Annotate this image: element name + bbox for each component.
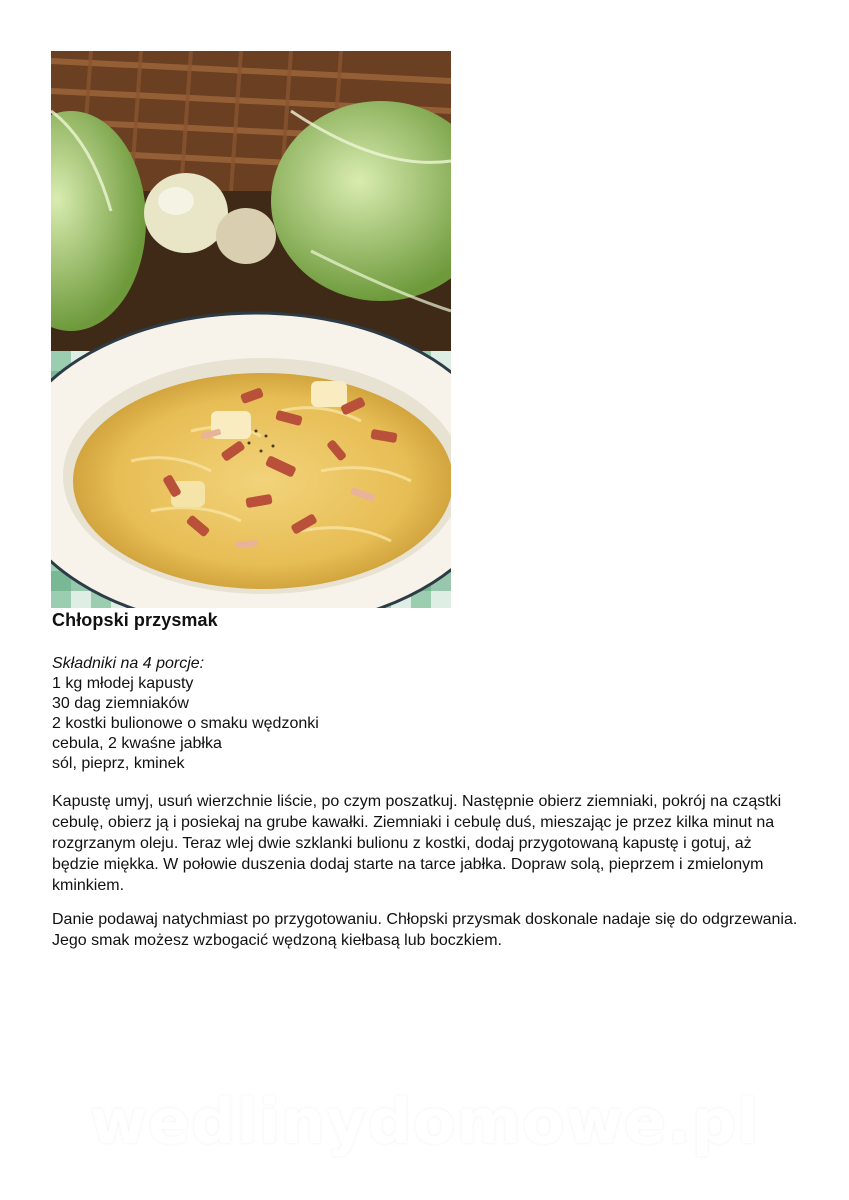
site-watermark: wedlinydomowe.pl [89, 1085, 760, 1158]
ingredient-item: 1 kg młodej kapusty [52, 675, 194, 692]
ingredients-section [52, 654, 319, 774]
soup-bowl-illustration [51, 51, 451, 608]
instructions-paragraph: Kapustę umyj, usuń wierzchnie liście, po czym poszatkuj. Następnie obierz ziemniaki, pokrój na cząstki cebulę, obierz ją i posiekaj na grube kawałki. Ziemniaki i cebulę duś, mieszając je przez kilka minut na rozgrzanym oleju. Teraz wlej dwie szklanki bulionu z kostki, dodaj przygotowaną kapustę i gotuj, aż będzie miękka. W połowie duszenia dodaj starte na tarce jabłka. Dopraw solą, pieprzem i zmielonym kminkiem. [52, 793, 782, 894]
ingredient-item: cebula, 2 kwaśne jabłka [52, 735, 222, 752]
ingredient-item: 2 kostki bulionowe o smaku wędzonki [52, 715, 319, 732]
serving-paragraph: Danie podawaj natychmiast po przygotowaniu. Chłopski przysmak doskonale nadaje się do odgrzewania. Jego smak możesz wzbogacić wędzoną kiełbasą lub boczkiem. [52, 911, 798, 949]
ingredients-heading: Składniki na 4 porcje: [52, 655, 205, 672]
soup-photo [51, 51, 451, 608]
ingredient-item: 30 dag ziemniaków [52, 695, 189, 712]
recipe-title: Chłopski przysmak [52, 610, 218, 630]
ingredient-item: sól, pieprz, kminek [52, 755, 185, 772]
